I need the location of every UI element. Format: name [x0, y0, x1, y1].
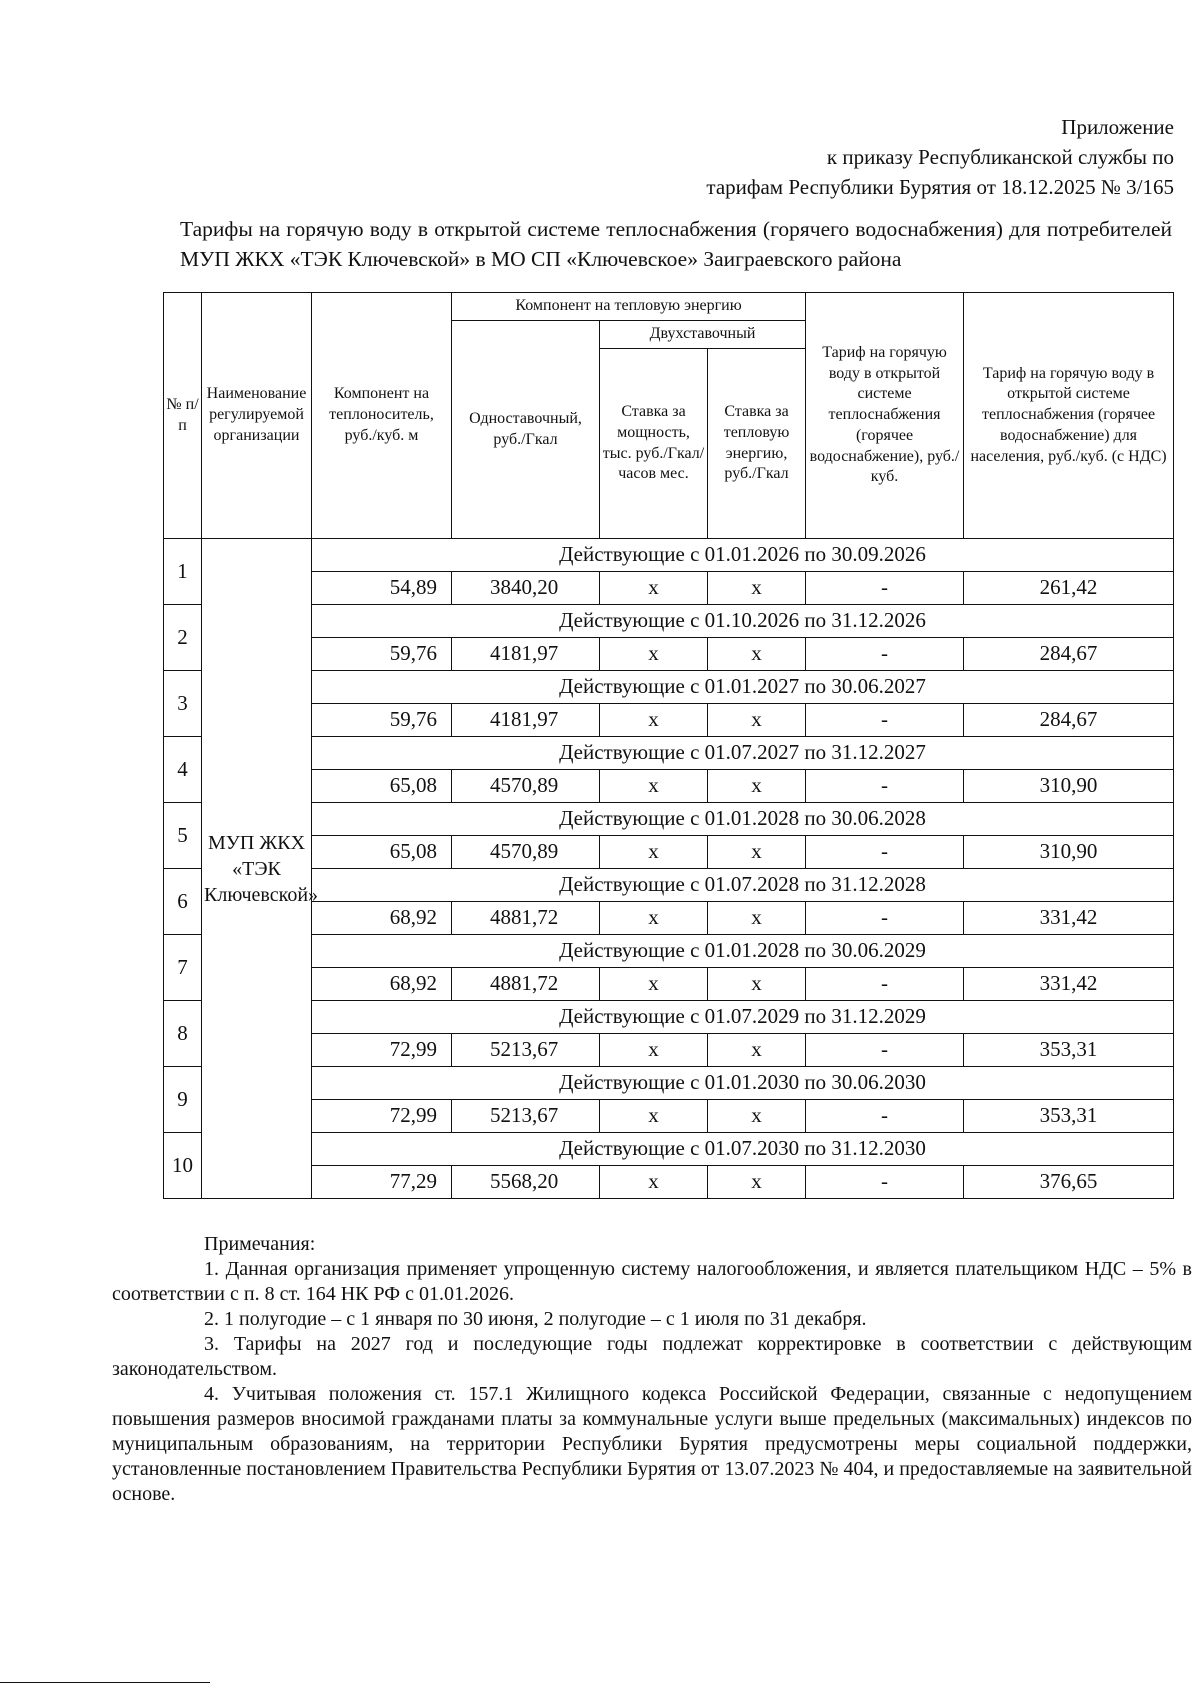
- tariff-population-value: 353,31: [964, 1034, 1174, 1067]
- period-label: Действующие с 01.10.2026 по 31.12.2026: [312, 605, 1174, 638]
- values-row: [164, 902, 1174, 935]
- header-tariff-open: Тариф на горячую воду в открытой системе теплоснабжения (горячее водоснабжение), руб./куб.: [806, 293, 964, 539]
- single-rate-value: 4881,72: [452, 902, 600, 935]
- row-number: 10: [164, 1133, 202, 1199]
- row-number: 4: [164, 737, 202, 803]
- period-row: [164, 1133, 1174, 1166]
- period-label: Действующие с 01.01.2028 по 30.06.2029: [312, 935, 1174, 968]
- organization-name: МУП ЖКХ «ТЭК Ключевской»: [202, 539, 312, 1199]
- single-rate-value: 5568,20: [452, 1166, 600, 1199]
- footer-divider: [0, 1682, 210, 1683]
- capacity-rate-value: х: [600, 638, 708, 671]
- tariff-population-value: 310,90: [964, 836, 1174, 869]
- header-org: Наименование регулируемой организации: [202, 293, 312, 539]
- values-row: [164, 638, 1174, 671]
- period-label: Действующие с 01.07.2030 по 31.12.2030: [312, 1133, 1174, 1166]
- values-row: [164, 1034, 1174, 1067]
- row-number: 9: [164, 1067, 202, 1133]
- note-item: 1. Данная организация применяет упрощенную систему налогообложения, и является плательщиком НДС – 5% в соответствии с п. 8 ст. 164 НК РФ с 01.01.2026.: [112, 1258, 1192, 1305]
- carrier-value: 54,89: [312, 572, 452, 605]
- tariff-population-value: 331,42: [964, 902, 1174, 935]
- annex-header: [706, 112, 1174, 202]
- header-num: № п/п: [164, 293, 202, 539]
- values-row: [164, 836, 1174, 869]
- period-label: Действующие с 01.07.2028 по 31.12.2028: [312, 869, 1174, 902]
- tariff-population-value: 284,67: [964, 704, 1174, 737]
- row-number: 2: [164, 605, 202, 671]
- tariff-open-value: -: [806, 1100, 964, 1133]
- single-rate-value: 4570,89: [452, 836, 600, 869]
- values-row: [164, 770, 1174, 803]
- energy-rate-value: х: [708, 1166, 806, 1199]
- carrier-value: 59,76: [312, 704, 452, 737]
- carrier-value: 65,08: [312, 770, 452, 803]
- carrier-value: 72,99: [312, 1034, 452, 1067]
- capacity-rate-value: х: [600, 968, 708, 1001]
- period-label: Действующие с 01.01.2026 по 30.09.2026: [312, 539, 1174, 572]
- capacity-rate-value: х: [600, 770, 708, 803]
- tariff-open-value: -: [806, 1166, 964, 1199]
- tariff-table-body: [164, 539, 1174, 1199]
- tariff-population-value: 284,67: [964, 638, 1174, 671]
- capacity-rate-value: х: [600, 1100, 708, 1133]
- tariff-open-value: -: [806, 770, 964, 803]
- single-rate-value: 3840,20: [452, 572, 600, 605]
- carrier-value: 72,99: [312, 1100, 452, 1133]
- note-item: 3. Тарифы на 2027 год и последующие годы подлежат корректировке в соответствии с действующим законодательством.: [112, 1333, 1192, 1380]
- period-label: Действующие с 01.01.2027 по 30.06.2027: [312, 671, 1174, 704]
- header-energy-group: Компонент на тепловую энергию: [452, 293, 806, 321]
- row-number: 3: [164, 671, 202, 737]
- note-item: 4. Учитывая положения ст. 157.1 Жилищного кодекса Российской Федерации, связанные с недопущением повышения размеров вносимой гражданами платы за коммунальные услуги выше предельных (максимальных) индексов по муниципальным образованиям, на территории Республики Бурятия предусмотрены меры социальной поддержки, установленные постановлением Правительства Республики Бурятия от 13.07.2023 № 404, и предоставляемые на заявительной основе.: [112, 1383, 1192, 1505]
- energy-rate-value: х: [708, 704, 806, 737]
- capacity-rate-value: х: [600, 1166, 708, 1199]
- carrier-value: 77,29: [312, 1166, 452, 1199]
- energy-rate-value: х: [708, 968, 806, 1001]
- carrier-value: 59,76: [312, 638, 452, 671]
- capacity-rate-value: х: [600, 1034, 708, 1067]
- period-row: [164, 737, 1174, 770]
- tariff-open-value: -: [806, 572, 964, 605]
- single-rate-value: 4570,89: [452, 770, 600, 803]
- values-row: [164, 1166, 1174, 1199]
- header-two-rate-group: Двухставочный: [600, 321, 806, 349]
- period-row: [164, 671, 1174, 704]
- period-label: Действующие с 01.07.2029 по 31.12.2029: [312, 1001, 1174, 1034]
- single-rate-value: 5213,67: [452, 1100, 600, 1133]
- period-row: [164, 539, 1174, 572]
- row-number: 7: [164, 935, 202, 1001]
- row-number: 8: [164, 1001, 202, 1067]
- values-row: [164, 704, 1174, 737]
- notes-heading: Примечания:: [204, 1233, 316, 1255]
- single-rate-value: 5213,67: [452, 1034, 600, 1067]
- capacity-rate-value: х: [600, 704, 708, 737]
- energy-rate-value: х: [708, 902, 806, 935]
- period-row: [164, 605, 1174, 638]
- tariff-open-value: -: [806, 836, 964, 869]
- values-row: [164, 1100, 1174, 1133]
- header-single-rate: Одноставочный, руб./Гкал: [452, 321, 600, 539]
- row-number: 1: [164, 539, 202, 605]
- document-title: Тарифы на горячую воду в открытой системе теплоснабжения (горячего водоснабжения) для потребителей МУП ЖКХ «ТЭК Ключевской» в МО СП «Ключевское» Заиграевского района: [180, 217, 1172, 271]
- period-row: [164, 803, 1174, 836]
- period-label: Действующие с 01.01.2028 по 30.06.2028: [312, 803, 1174, 836]
- period-row: [164, 1067, 1174, 1100]
- period-row: [164, 1001, 1174, 1034]
- energy-rate-value: х: [708, 770, 806, 803]
- tariff-open-value: -: [806, 1034, 964, 1067]
- period-label: Действующие с 01.07.2027 по 31.12.2027: [312, 737, 1174, 770]
- tariff-population-value: 376,65: [964, 1166, 1174, 1199]
- energy-rate-value: х: [708, 1034, 806, 1067]
- header-capacity-rate: Ставка за мощность, тыс. руб./Гкал/ часов мес.: [600, 349, 708, 539]
- note-item: 2. 1 полугодие – с 1 января по 30 июня, 2 полугодие – с 1 июля по 31 декабря.: [204, 1308, 867, 1330]
- energy-rate-value: х: [708, 836, 806, 869]
- carrier-value: 68,92: [312, 968, 452, 1001]
- row-number: 6: [164, 869, 202, 935]
- row-number: 5: [164, 803, 202, 869]
- values-row: [164, 968, 1174, 1001]
- tariff-population-value: 310,90: [964, 770, 1174, 803]
- tariff-population-value: 353,31: [964, 1100, 1174, 1133]
- energy-rate-value: х: [708, 638, 806, 671]
- carrier-value: 65,08: [312, 836, 452, 869]
- energy-rate-value: х: [708, 1100, 806, 1133]
- tariff-population-value: 261,42: [964, 572, 1174, 605]
- carrier-value: 68,92: [312, 902, 452, 935]
- notes-section: [112, 1232, 1192, 1507]
- annex-line-1: Приложение: [1061, 115, 1174, 139]
- tariff-population-value: 331,42: [964, 968, 1174, 1001]
- single-rate-value: 4881,72: [452, 968, 600, 1001]
- values-row: [164, 572, 1174, 605]
- capacity-rate-value: х: [600, 902, 708, 935]
- annex-line-2: к приказу Республиканской службы по: [826, 145, 1174, 169]
- energy-rate-value: х: [708, 572, 806, 605]
- single-rate-value: 4181,97: [452, 638, 600, 671]
- capacity-rate-value: х: [600, 572, 708, 605]
- tariff-open-value: -: [806, 704, 964, 737]
- tariff-open-value: -: [806, 902, 964, 935]
- capacity-rate-value: х: [600, 836, 708, 869]
- period-label: Действующие с 01.01.2030 по 30.06.2030: [312, 1067, 1174, 1100]
- tariff-open-value: -: [806, 968, 964, 1001]
- header-tariff-population: Тариф на горячую воду в открытой системе теплоснабжения (горячее водоснабжение) для населения, руб./куб. (с НДС): [964, 293, 1174, 539]
- tariff-open-value: -: [806, 638, 964, 671]
- header-carrier: Компонент на теплоноситель, руб./куб. м: [312, 293, 452, 539]
- annex-line-3: тарифам Республики Бурятия от 18.12.2025 № 3/165: [706, 175, 1174, 199]
- header-energy-rate: Ставка за тепловую энергию, руб./Гкал: [708, 349, 806, 539]
- period-row: [164, 935, 1174, 968]
- single-rate-value: 4181,97: [452, 704, 600, 737]
- tariff-table: [163, 292, 1174, 1199]
